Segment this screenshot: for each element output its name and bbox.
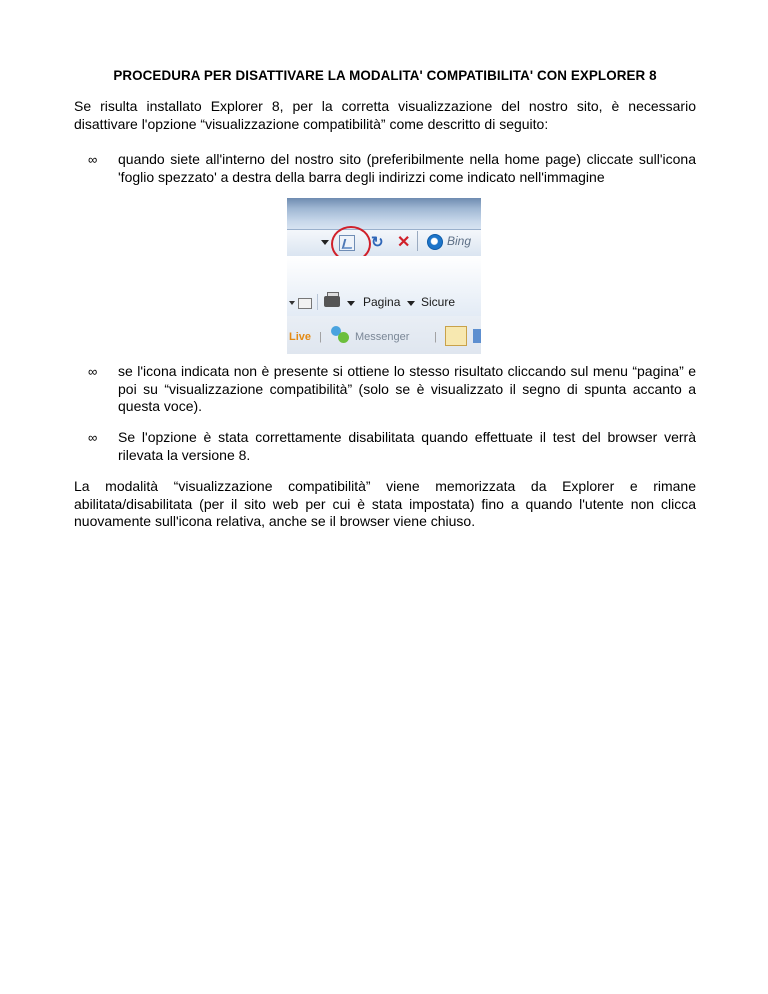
address-dropdown-icon [321, 240, 329, 245]
chevron-down-icon [289, 301, 295, 305]
page-title: PROCEDURA PER DISATTIVARE LA MODALITA' COMPATIBILITA' CON EXPLORER 8 [113, 68, 657, 83]
separator: | [319, 331, 322, 343]
bullet-symbol: ∞ [88, 430, 98, 445]
sicurezza-menu-label: Sicure [421, 295, 456, 309]
mail-icon [298, 298, 312, 309]
bing-label: Bing [447, 234, 472, 248]
toolbar-divider [317, 294, 318, 310]
separator: | [434, 331, 437, 343]
stop-icon: ✕ [397, 234, 411, 251]
messenger-icon [331, 326, 349, 344]
list-item: se l'icona indicata non è presente si ottiene lo stesso risultato cliccando sul menu “pagina” e poi su “visualizzazione compatibilità” (solo se è visualizzato il segno di spunta accanto a questa voce). [118, 363, 696, 414]
list-item: Se l'opzione è stata correttamente disabilitata quando effettuate il test del browser verrà rilevata la versione 8. [118, 429, 696, 463]
refresh-icon: ↻ [371, 234, 384, 251]
pagina-menu-label: Pagina [363, 295, 401, 309]
intro-paragraph: Se risulta installato Explorer 8, per la corretta visualizzazione del nostro sito, è necessario disattivare l'opzione “visualizzazione compatibilità” come descritto di seguito: [74, 98, 696, 132]
live-label: Live [289, 331, 312, 343]
calendar-icon [445, 326, 467, 346]
bing-logo-icon [427, 234, 443, 250]
list-item: quando siete all'interno del nostro sito (preferibilmente nella home page) cliccate sull'icona 'foglio spezzato' a destra della barra degli indirizzi come indicato nell'immagine [118, 151, 696, 185]
bullet-symbol: ∞ [88, 152, 98, 167]
bullet-symbol: ∞ [88, 364, 98, 379]
printer-icon [324, 296, 340, 307]
chevron-down-icon [347, 301, 355, 306]
toolbar-divider [417, 231, 418, 251]
partial-icon [473, 329, 481, 343]
closing-paragraph: La modalità “visualizzazione compatibilità” viene memorizzata da Explorer e rimane abilitata/disabilitata (per il sito web per cui è stata impostata) fino a quando l'utente non clicca nuovamente sull'icona relativa, anche se il browser viene chiuso. [74, 478, 696, 529]
chevron-down-icon [407, 301, 415, 306]
messenger-label: Messenger [355, 331, 410, 343]
browser-toolbar-screenshot [287, 198, 481, 354]
